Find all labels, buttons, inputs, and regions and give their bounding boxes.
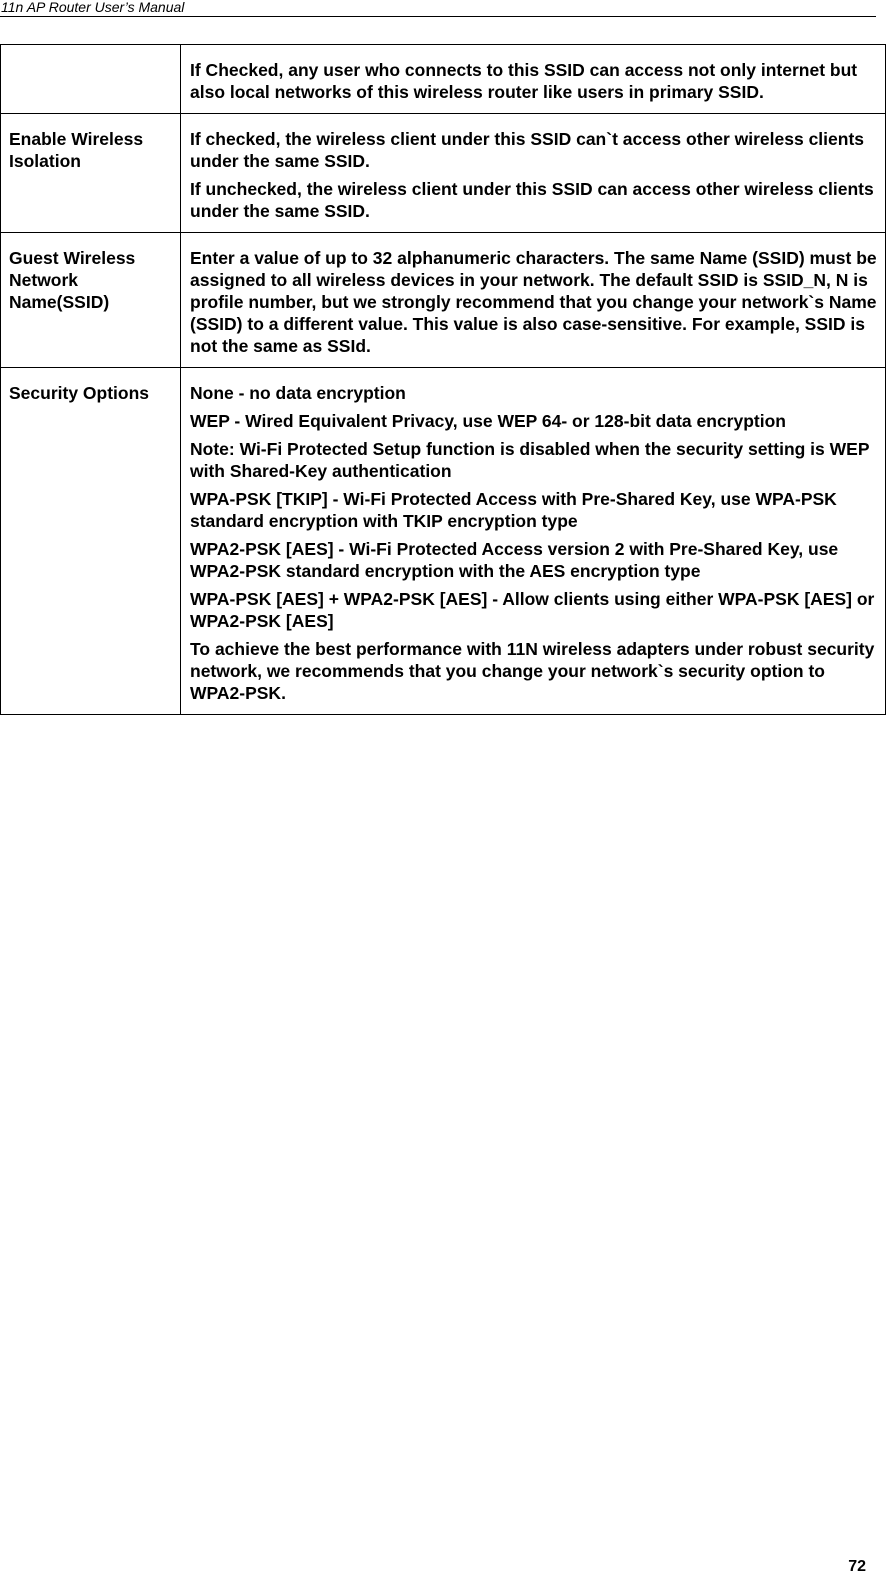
description-paragraph: None - no data encryption xyxy=(190,383,406,403)
running-header: 11n AP Router User’s Manual xyxy=(0,0,876,17)
description-paragraph: WPA2-PSK [AES] - Wi-Fi Protected Access version 2 with Pre-Shared Key, use WPA2-PSK standard encryption with the AES encryption type xyxy=(190,539,839,581)
row-label: Enable Wireless Isolation xyxy=(1,114,181,233)
row-description xyxy=(181,368,886,715)
description-paragraph: If Checked, any user who connects to this SSID can access not only internet but also local networks of this wireless router like users in primary SSID. xyxy=(190,60,858,102)
parameter-table xyxy=(0,44,886,715)
description-paragraph: WPA-PSK [AES] + WPA2-PSK [AES] - Allow clients using either WPA-PSK [AES] or WPA2-PSK [AES] xyxy=(190,589,875,631)
row-label: Security Options xyxy=(1,368,181,715)
row-description xyxy=(181,233,886,368)
description-paragraph: If unchecked, the wireless client under this SSID can access other wireless clients under the same SSID. xyxy=(190,179,874,221)
description-paragraph: Enter a value of up to 32 alphanumeric characters. The same Name (SSID) must be assigned to all wireless devices in your network. The default SSID is SSID_N, N is profile number, but we strongly recommend that you change your network`s Name (SSID) to a different value. This value is also case-sensitive. For example, SSID is not the same as SSId. xyxy=(190,248,877,356)
row-label: Guest Wireless Network Name(SSID) xyxy=(1,233,181,368)
table-row xyxy=(1,233,886,368)
description-paragraph: To achieve the best performance with 11N wireless adapters under robust security network, we recommends that you change your network`s security option to WPA2-PSK. xyxy=(190,639,875,703)
description-paragraph: WEP - Wired Equivalent Privacy, use WEP 64- or 128-bit data encryption xyxy=(190,411,786,431)
table-row xyxy=(1,368,886,715)
description-paragraph: WPA-PSK [TKIP] - Wi-Fi Protected Access with Pre-Shared Key, use WPA-PSK standard encryption with TKIP encryption type xyxy=(190,489,837,531)
table-row xyxy=(1,45,886,114)
row-description xyxy=(181,114,886,233)
description-paragraph: Note: Wi-Fi Protected Setup function is disabled when the security setting is WEP with Shared-Key authentication xyxy=(190,439,870,481)
description-paragraph: If checked, the wireless client under this SSID can`t access other wireless clients under the same SSID. xyxy=(190,129,865,171)
row-description xyxy=(181,45,886,114)
page-number: 72 xyxy=(848,1558,866,1575)
row-label xyxy=(1,45,181,114)
table-row xyxy=(1,114,886,233)
